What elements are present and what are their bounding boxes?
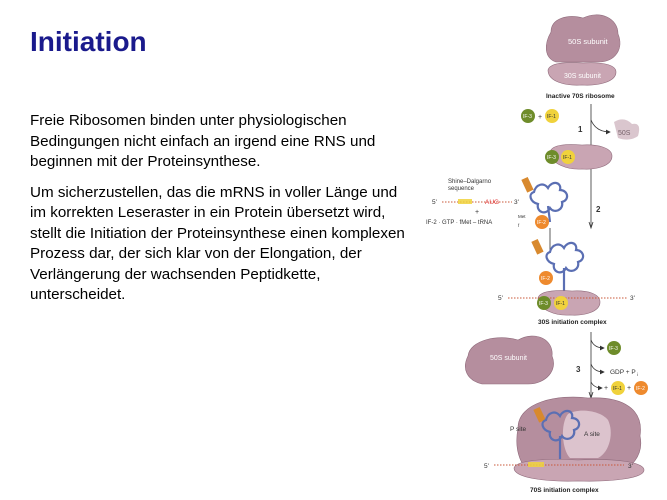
plus-sign-3: +: [604, 385, 609, 392]
shine-dalgarno-label: Shine–Dalgarno: [448, 179, 492, 185]
step-3-label: 3: [576, 365, 581, 374]
reagents-line: IF-2 · GTP · fMet – tRNA: [426, 220, 493, 226]
step-2-label: 2: [596, 205, 601, 214]
70s-initiation-complex: [484, 397, 644, 494]
if1-bound-label: IF-1: [563, 155, 572, 161]
30s-if-complex: [545, 145, 612, 170]
p-site-label: P site: [510, 426, 527, 433]
label-50s-subunit: 50S subunit: [568, 37, 608, 46]
if2-released-label: IF-2: [636, 386, 645, 392]
70s-complex-caption: 70S initiation complex: [530, 487, 599, 494]
if3-30s-label: IF-3: [539, 301, 548, 307]
label-50s-bottom: 50S subunit: [490, 355, 527, 362]
sequence-label: sequence: [448, 186, 475, 192]
inactive-caption: Inactive 70S ribosome: [546, 93, 615, 100]
step3: [465, 332, 648, 398]
plus-sign-2: +: [475, 209, 480, 216]
plus-sign-4: +: [627, 385, 632, 392]
shine-dalgarno-box: [458, 199, 472, 204]
mrna-5prime-3: 5': [484, 463, 489, 470]
30s-complex-caption: 30S initiation complex: [538, 319, 607, 326]
mrna-3prime-3: 3': [628, 463, 633, 470]
if1-30s-label: IF-1: [556, 301, 565, 307]
trna-superscript: Met: [518, 214, 526, 219]
step2-incoming: [426, 177, 601, 229]
trna-icon: [521, 177, 567, 222]
30s-initiation-complex: [498, 239, 635, 326]
mrna-5prime-2: 5': [498, 295, 503, 302]
inactive-ribosome: [546, 15, 620, 100]
trna-icon-2: [531, 239, 583, 292]
gdp-pi-subscript: i: [637, 372, 638, 377]
mrna-3prime: 3': [514, 199, 519, 206]
paragraph-2: Um sicherzustellen, das die mRNS in voller Länge und im korrekten Leseraster in ein Protein übersetzt wird, stellt die Initiation der Proteinsynthese einen komplexen Prozess dar, der sich klar von der Elongation, der Verlängerung der wachsenden Peptidkette, unterscheidet.: [30, 183, 405, 303]
step-1-label: 1: [578, 125, 583, 134]
slide-body: [30, 111, 405, 316]
if1-label: IF-1: [547, 114, 556, 120]
if2-bound-label: IF-2: [541, 276, 550, 282]
mrna-5prime: 5': [432, 199, 437, 206]
a-site-label: A site: [584, 431, 600, 438]
if2-label: IF-2: [537, 220, 546, 226]
step1-factors: [521, 109, 639, 140]
slide-title: Initiation: [30, 26, 147, 57]
plus-sign: +: [538, 114, 543, 121]
fmet-tag: [521, 177, 533, 193]
if3-bound-label: IF-3: [547, 155, 556, 161]
if1-released-label: IF-1: [613, 386, 622, 392]
label-30s-subunit: 30S subunit: [564, 73, 601, 80]
initiation-diagram: [418, 0, 667, 500]
gdp-pi-label: GDP + P: [610, 369, 636, 376]
if3-label: IF-3: [523, 114, 532, 120]
if3-released-label: IF-3: [609, 346, 618, 352]
mrna-3prime-2: 3': [630, 295, 635, 302]
aug-codon: AUG: [485, 199, 500, 206]
trna-subscript: f: [518, 223, 520, 228]
paragraph-1: Freie Ribosomen binden unter physiologischen Bedingungen nicht einfach an irgend eine RNS und beginnen mit der Proteinsynthese.: [30, 112, 376, 170]
